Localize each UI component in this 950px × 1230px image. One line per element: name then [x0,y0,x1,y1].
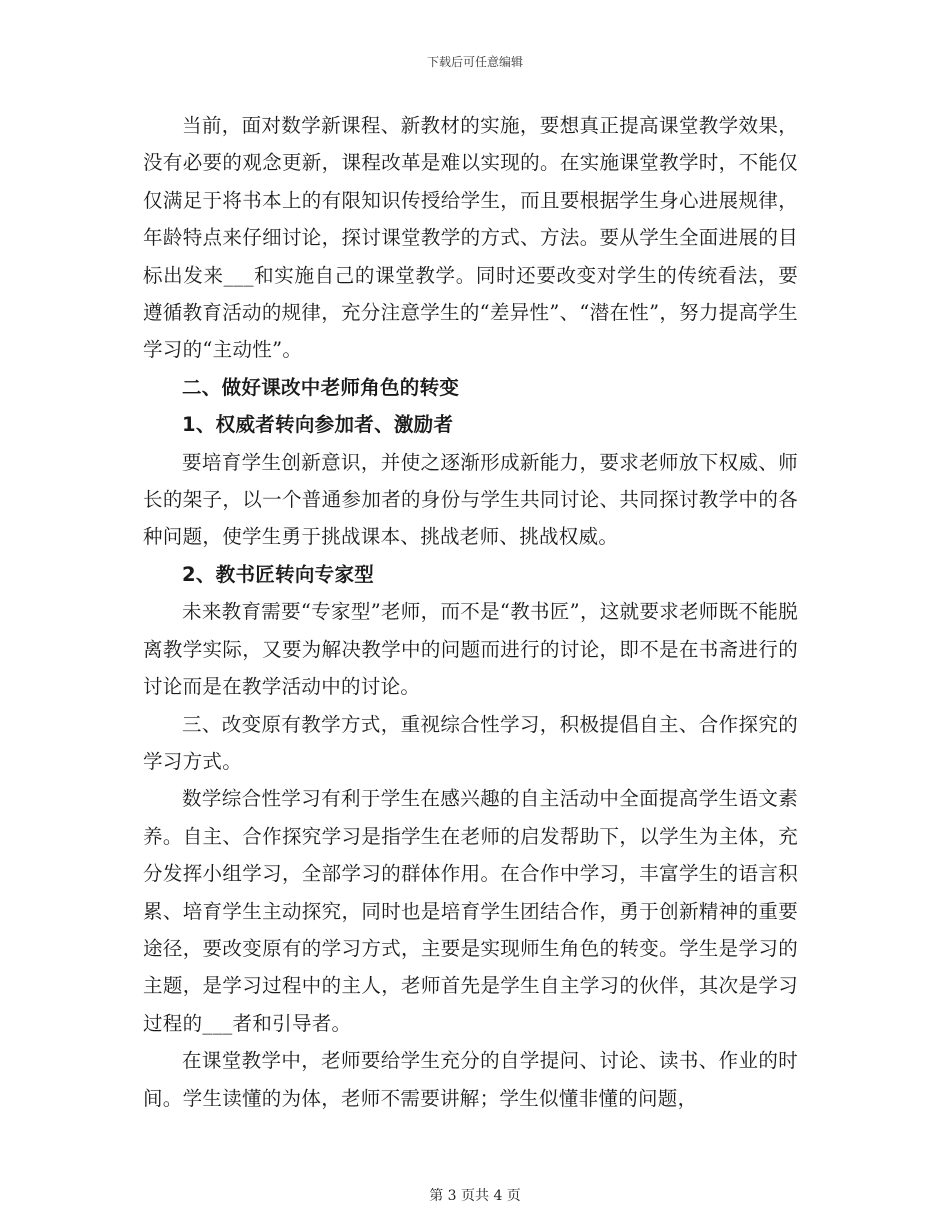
page-header: 下载后可任意编辑 [426,55,523,69]
paragraph-intro: 当前，面对数学新课程、新教材的实施，要想真正提高课堂教学效果，没有必要的观念更新，课程改革是难以实现的。在实施课堂教学时，不能仅仅满足于将书本上的有限知识传授给学生，而且要根据学生身心进展规律，年龄特点来仔细讨论，探讨课堂教学的方式、方法。要从学生全面进展的目标出发来___和实施自己的课堂教学。同时还要改变对学生的传统看法，要遵循教育活动的规律，充分注意学生的“差异性”、“潜在性”，努力提高学生学习的“主动性”。 [143,114,798,362]
paragraph-3-2: 在课堂教学中，老师要给学生充分的自学提问、讨论、读书、作业的时间。学生读懂的为体，老师不需要讲解；学生似懂非懂的问题， [143,1049,798,1110]
subheading-2-2: 2、教书匠转向专家型 [182,562,375,586]
section-heading-2: 二、做好课改中老师角色的转变 [182,375,460,399]
section-heading-3: 三、改变原有教学方式，重视综合性学习，积极提倡自主、合作探究的学习方式。 [143,712,798,773]
paragraph-3-1: 数学综合性学习有利于学生在感兴趣的自主活动中全面提高学生语文素养。自主、合作探究学习是指学生在老师的启发帮助下，以学生为主体，充分发挥小组学习，全部学习的群体作用。在合作中学习，丰富学生的语言积累、培育学生主动探究，同时也是培育学生团结合作，勇于创新精神的重要途径，要改变原有的学习方式，主要是实现师生角色的转变。学生是学习的主题，是学习过程中的主人，老师首先是学生自主学习的伙伴，其次是学习过程的___者和引导者。 [143,787,798,1035]
paragraph-2-1: 要培育学生创新意识，并使之逐渐形成新能力，要求老师放下权威、师长的架子，以一个普通参加者的身份与学生共同讨论、共同探讨教学中的各种问题，使学生勇于挑战课本、挑战老师、挑战权威。 [143,450,798,549]
subheading-2-1: 1、权威者转向参加者、激励者 [182,413,454,437]
page-footer: 第 3 页共 4 页 [429,1188,521,1204]
paragraph-2-2: 未来教育需要“专家型”老师，而不是“教书匠”，这就要求老师既不能脱离教学实际，又要为解决教学中的问题而进行的讨论，即不是在书斋进行的讨论而是在教学活动中的讨论。 [143,600,798,699]
document-body [143,107,798,1117]
